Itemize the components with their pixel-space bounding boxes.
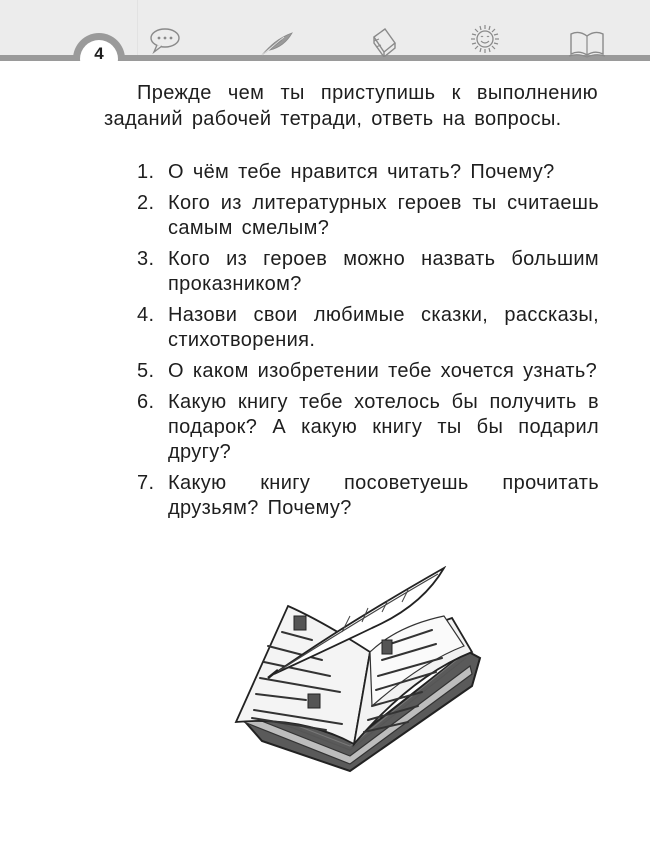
open-book-with-quill-icon (222, 566, 484, 774)
question-text: Назови свои любимые сказки, рассказы, стихотворения. (168, 304, 599, 351)
question-item (137, 160, 599, 185)
questions-list (137, 160, 599, 527)
question-number: 6. (137, 391, 155, 413)
question-text: Кого из литературных героев ты считаешь самым смелым? (168, 192, 599, 239)
header-separator (137, 0, 138, 55)
sun-icon (470, 24, 500, 59)
book-open-icon (568, 30, 606, 63)
question-text: Кого из героев можно назвать большим проказником? (168, 248, 599, 295)
question-text: Какую книгу тебе хотелось бы получить в подарок? А какую книгу ты бы подарил другу? (168, 391, 599, 463)
question-number: 2. (137, 192, 155, 214)
question-item (137, 390, 599, 465)
speech-bubble-icon (148, 27, 182, 60)
question-item (137, 303, 599, 353)
question-item (137, 471, 599, 521)
open-book-illustration (222, 566, 484, 774)
question-text: Какую книгу посоветуешь прочитать друзьям? Почему? (168, 472, 599, 519)
page-number: 4 (94, 44, 104, 63)
question-number: 5. (137, 360, 155, 382)
question-item (137, 359, 599, 384)
question-text: О каком изобретении тебе хочется узнать? (168, 360, 598, 382)
question-number: 3. (137, 248, 155, 270)
feather-icon (260, 30, 294, 61)
question-item (137, 247, 599, 297)
book-closed-icon (370, 27, 400, 62)
question-text: О чём тебе нравится читать? Почему? (168, 161, 555, 183)
intro-paragraph: Прежде чем ты приступишь к выполнению заданий рабочей тетради, ответь на вопросы. (104, 82, 598, 130)
question-item (137, 191, 599, 241)
question-number: 1. (137, 161, 155, 183)
question-number: 7. (137, 472, 155, 494)
question-number: 4. (137, 304, 155, 326)
